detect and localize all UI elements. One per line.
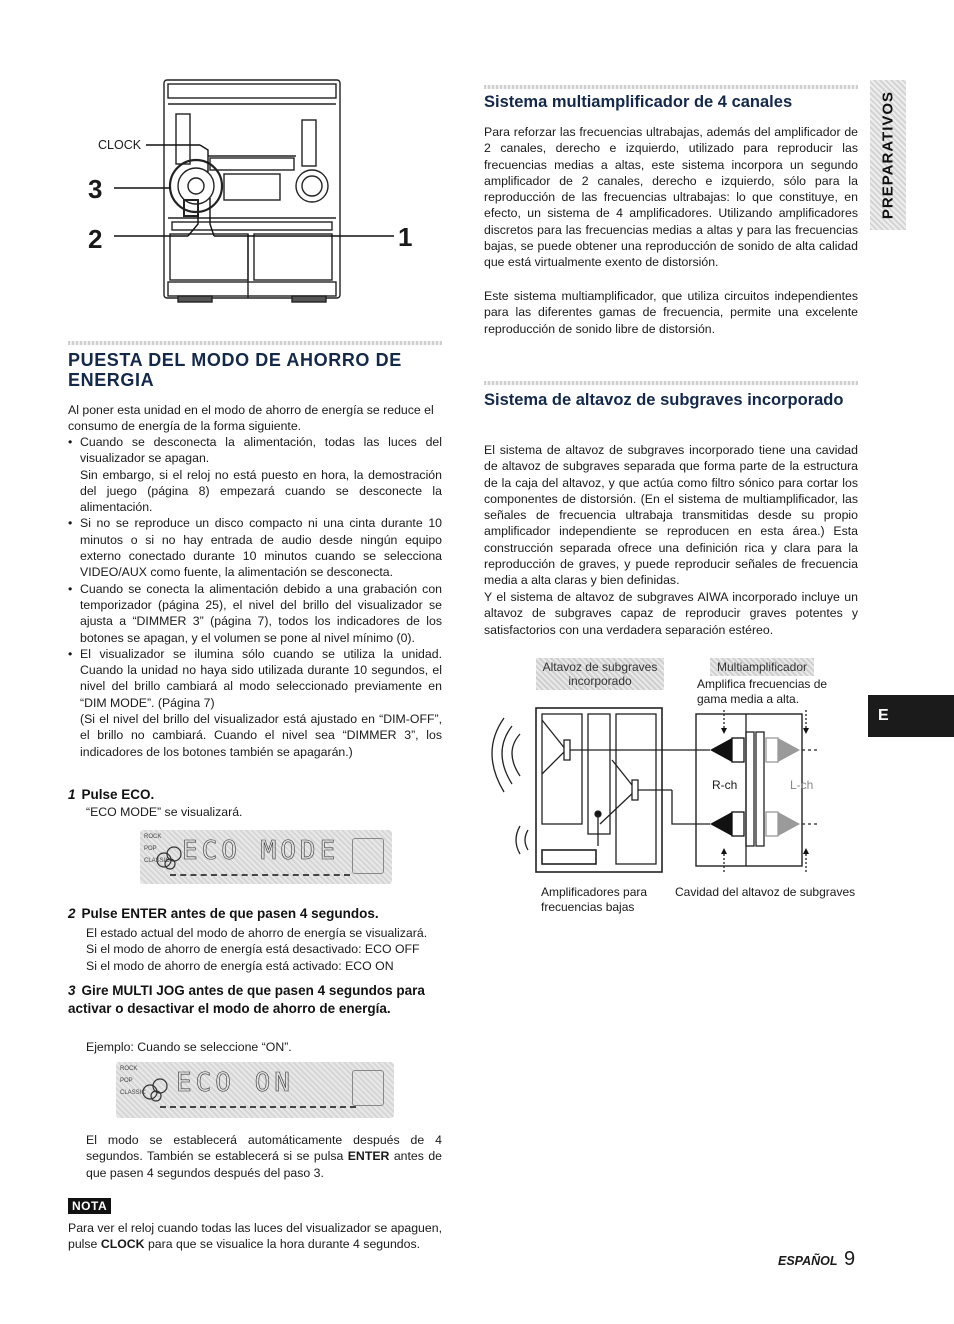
step-3-title-text: Gire MULTI JOG antes de que pasen 4 segundos para activar o desactivar el modo de ahorro de energía. xyxy=(68,983,425,1016)
step-2-title xyxy=(68,905,448,923)
step-2-number: 2 xyxy=(68,906,76,921)
lcd-side-pop: POP xyxy=(120,1078,133,1084)
lcd-side-rock: ROCK xyxy=(144,834,162,840)
side-tab-preparativos xyxy=(870,80,906,230)
lcd-eq-icon xyxy=(140,1070,172,1102)
lcd-side-classic: CLASSIC xyxy=(144,858,170,864)
bullet-item xyxy=(68,646,442,760)
step-1-text: “ECO MODE” se visualizará. xyxy=(86,805,243,819)
bullet-item xyxy=(68,581,442,646)
lcd-right-box xyxy=(352,1070,384,1106)
subwoofer-heading: Sistema de altavoz de subgraves incorporado xyxy=(484,391,844,409)
multiamp-heading: Sistema multiamplificador de 4 canales xyxy=(484,93,793,111)
label-rch: R-ch xyxy=(712,778,738,792)
section-divider-right-2 xyxy=(484,381,858,385)
multiamp-para-1: Para reforzar las frecuencias ultrabajas, además del amplificador de 2 canales, derecho e izquierdo, utilizado para reproducir las frecuencias medias a altas, este sistema incorpora un segundo amplificador de 2 canales, derecho e izquierdo, sólo para la reproducción de las frecuencias ultrabajas: lo que constituye, en efecto, un sistema de 4 amplificadores. Utilizando amplificadores discretos para las frecuencias medias a altas y para las frecuencias bajas, se puede obtener una reproducción de sonido de alta calidad que está virtualmente exento de distorsión. xyxy=(484,125,858,270)
bullet-text: Cuando se conecta la alimentación debido a una grabación con temporizador (página 25), el nivel del brillo del visualizador se ajusta a “DIMMER 3” (página 7), todos los indicadores de los botones se apagan, y el volumen se pone al nivel mínimo (0). xyxy=(80,581,442,645)
language-tab-e: E xyxy=(868,695,954,737)
clock-label: CLOCK xyxy=(98,138,142,152)
subwoofer-para-2: Y el sistema de altavoz de subgraves AIWA incorporado incluye un altavoz de subgraves capaz de reproducir graves potentes y satisfactorios con una verdadera separación estéreo. xyxy=(484,590,858,637)
nota-text-clock: CLOCK xyxy=(100,1237,145,1252)
lcd-text: ECO MODE xyxy=(182,836,340,866)
section-divider-right-1 xyxy=(484,85,858,89)
after-text-a: El modo se establecerá automáticamente después de 4 segundos. También se establecerá si se pulsa xyxy=(86,1133,442,1164)
step-1-number: 1 xyxy=(68,787,76,802)
stereo-unit-drawing xyxy=(88,74,418,310)
step-1-title xyxy=(68,786,442,804)
callout-1: 1 xyxy=(398,222,413,252)
step-2-line: El estado actual del modo de ahorro de energía se visualizará. xyxy=(86,926,428,940)
nota-text-a: Para ver el reloj cuando todas las luces del visualizador se apaguen, pulse xyxy=(68,1221,442,1252)
nota-text xyxy=(68,1220,442,1253)
lcd-side-classic: CLASSIC xyxy=(120,1090,146,1096)
step-2-line: Si el modo de ahorro de energía está activado: ECO ON xyxy=(86,958,394,973)
step-2-title-text: Pulse ENTER antes de que pasen 4 segundos. xyxy=(81,906,379,921)
bullet-item xyxy=(68,434,442,515)
callout-2: 2 xyxy=(88,224,103,254)
energy-saving-heading: PUESTA DEL MODO DE AHORRO DE ENERGIA xyxy=(68,350,402,390)
lcd-display-eco-on xyxy=(116,1062,394,1118)
step-3-number: 3 xyxy=(68,983,76,998)
bullet-text: Si no se reproduce un disco compacto ni una cinta durante 10 minutos o si no hay entrada de audio desde ningún equipo externo conectado durante 10 minutos cuando se selecciona VIDEO/AUX como fuente, la alimentación se desconecta. xyxy=(80,516,442,580)
label-low-frequency-amps: Amplificadores para frecuencias bajas xyxy=(541,885,648,914)
bullet-text: Cuando se desconecta la alimentación, todas las luces del visualizador se apagan. Sin embargo, si el reloj no está puesto en hora, la demostración del juego (página 8) empezará cuando se desconecte la alimentación. xyxy=(80,435,442,515)
stereo-figure xyxy=(88,74,418,310)
lcd-side-rock: ROCK xyxy=(120,1066,138,1072)
after-text-enter: ENTER xyxy=(347,1149,390,1164)
side-tab-text: PREPARATIVOS xyxy=(879,90,897,220)
label-multiamplifier: Multiamplificador xyxy=(710,658,814,676)
after-text-b: antes de que pasen 4 segundos después del paso 3. xyxy=(86,1149,443,1180)
section-divider-left xyxy=(68,341,442,345)
callout-3: 3 xyxy=(88,174,103,204)
energy-saving-bullets xyxy=(68,434,442,760)
lcd-side-pop: POP xyxy=(144,846,157,852)
energy-saving-intro: Al poner esta unidad en el modo de ahorro de energía se reduce el consumo de energía de la forma siguiente. xyxy=(68,403,434,434)
lcd-right-box xyxy=(352,838,384,874)
footer-language: ESPAÑOL xyxy=(778,1254,838,1268)
bullet-item xyxy=(68,515,442,580)
footer-page-number: 9 xyxy=(843,1248,856,1270)
nota-badge: NOTA xyxy=(68,1198,111,1214)
label-subwoofer-cavity: Cavidad del altavoz de subgraves xyxy=(675,885,856,899)
step-1-title-text: Pulse ECO. xyxy=(81,787,155,802)
after-steps-text xyxy=(86,1132,442,1181)
lcd-display-eco-mode xyxy=(140,830,392,884)
nota-text-b: para que se visualice la hora durante 4 segundos. xyxy=(144,1237,421,1252)
step-2-line: Si el modo de ahorro de energía está desactivado: ECO OFF xyxy=(86,942,420,957)
step-3-title xyxy=(68,982,442,1018)
lcd-dash-line xyxy=(160,1106,356,1108)
bullet-text: El visualizador se ilumina sólo cuando se utiliza la unidad. Cuando la unidad no haya sido utilizada durante 10 segundos, el nivel del brillo cambiará al modo seleccionado previamente en “DIM MODE”. (Página 7) (Si el nivel del brillo del visualizador está ajustado en “DIM-OFF”, el brillo no cambiará. Cuando el nivel sea “DIMMER 3”, los indicadores de los botones también se apagarán.) xyxy=(80,646,442,759)
step-3-text: Ejemplo: Cuando se seleccione “ON”. xyxy=(86,1040,292,1054)
multiamp-para-2: Este sistema multiamplificador, que utiliza circuitos independientes para las diferentes gamas de frecuencia, permite una excelente reproducción de sonido libre de distorsión. xyxy=(484,289,858,336)
subwoofer-para-1: El sistema de altavoz de subgraves incorporado tiene una cavidad de altavoz de subgraves separada que forma parte de la estructura de la caja del altavoz, y que actúa como filtro sónico para cortar los componentes de distorsión. (En el sistema de multiamplificador, las señales de frecuencia ultrabaja transmitidas desde su propio amplificador independiente se reproducen en esta área.) Esta construcción separada ofrece una definición rica y clara para la reproducción de graves, y puede reproducir señales de frecuencia media a alta claras y bien definidas. xyxy=(484,443,858,588)
page-footer xyxy=(778,1248,855,1271)
step-2-lines xyxy=(86,925,446,974)
label-subwoofer: Altavoz de subgraves incorporado xyxy=(536,658,664,690)
lcd-text: ECO ON xyxy=(176,1068,294,1098)
label-amp-description: Amplifica frecuencias de gama media a alta. xyxy=(697,677,828,706)
label-lch: L-ch xyxy=(790,778,814,792)
lcd-dash-line xyxy=(170,874,350,876)
